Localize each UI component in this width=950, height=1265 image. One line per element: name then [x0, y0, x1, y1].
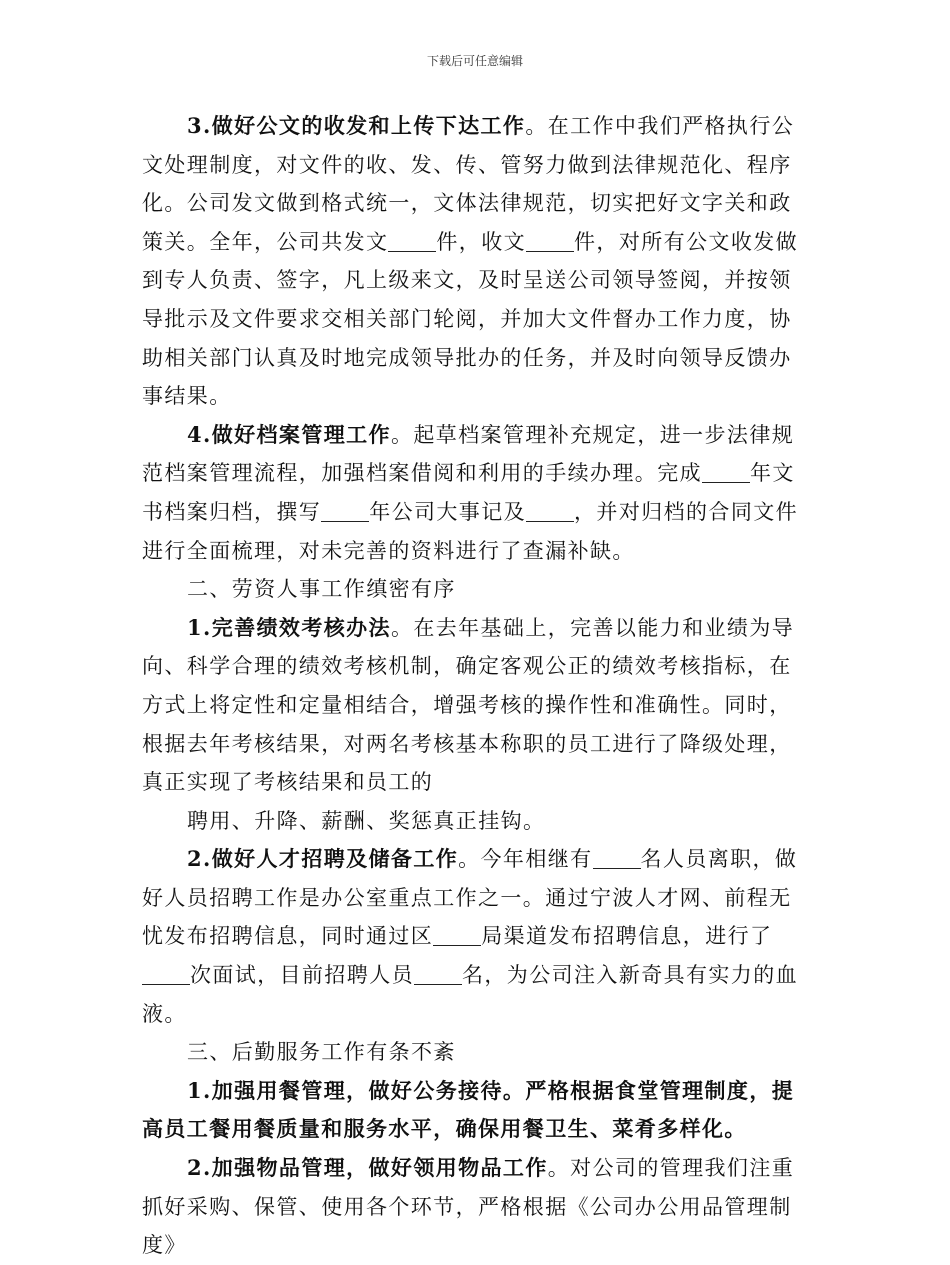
paragraph-performance-review-continued: 聘用、升降、薪酬、奖惩真正挂钩。 — [187, 808, 546, 833]
blank-field — [414, 963, 462, 985]
blank-field — [433, 924, 481, 946]
blank-field — [142, 963, 190, 985]
blank-field — [526, 500, 574, 522]
paragraph-supplies-management: 2.加强物品管理，做好领用物品工作。对公司的管理我们注重抓好采购、保管、使用各个环节，严格根据《公司办公用品管理制度》 — [142, 1155, 795, 1258]
blank-field — [321, 500, 369, 522]
paragraph-dining-management: 1.加强用餐管理，做好公务接待。严格根据食堂管理制度，提高员工餐用餐质量和服务水平，确保用餐卫生、菜肴多样化。 — [142, 1077, 795, 1142]
blank-field — [702, 461, 750, 483]
document-body — [142, 107, 810, 1265]
paragraph-document-handling: 3.做好公文的收发和上传下达工作。在工作中我们严格执行公文处理制度，对文件的收、发、传、管努力做到法律规范化、程序化。公司发文做到格式统一，文体法律规范，切实把好文字关和政策关。全年，公司共发文 件，收文 件，对所有公文收发做到专人负责、签字，凡上级来文，及时呈送公司领导签阅，并按领导批示及文件要求交相关部门轮阅，并加大文件督办工作力度，协助相关部门认真及时地完成领导批办的任务，并及时向领导反馈办事结果。 — [142, 113, 799, 409]
section-heading-logistics: 三、后勤服务工作有条不紊 — [187, 1040, 456, 1065]
blank-field — [593, 847, 641, 869]
page-header: 下载后可任意编辑 — [426, 54, 523, 68]
paragraph-performance-review: 1.完善绩效考核办法。在去年基础上，完善以能力和业绩为导向、科学合理的绩效考核机制，确定客观公正的绩效考核指标，在方式上将定性和定量相结合，增强考核的操作性和准确性。同时，根据去年考核结果，对两名考核基本称职的员工进行了降级处理，真正实现了考核结果和员工的 — [142, 614, 795, 795]
blank-field — [526, 230, 574, 252]
paragraph-recruitment: 2.做好人才招聘及储备工作。今年相继有 名人员离职，做好人员招聘工作是办公室重点工作之一。通过宁波人才网、前程无忧发布招聘信息，同时通过区 局渠道发布招聘信息，进行了次面试，目前招聘人员 名，为公司注入新奇具有实力的血液。 — [142, 846, 798, 1026]
blank-field — [388, 230, 436, 252]
section-heading-personnel: 二、劳资人事工作缜密有序 — [187, 577, 456, 602]
paragraph-archive-management: 4.做好档案管理工作。起草档案管理补充规定，进一步法律规范档案管理流程，加强档案借阅和利用的手续办理。完成 年文书档案归档，撰写 年公司大事记及 ，并对归档的合同文件进行全面梳理，对未完善的资料进行了查漏补缺。 — [142, 421, 799, 563]
